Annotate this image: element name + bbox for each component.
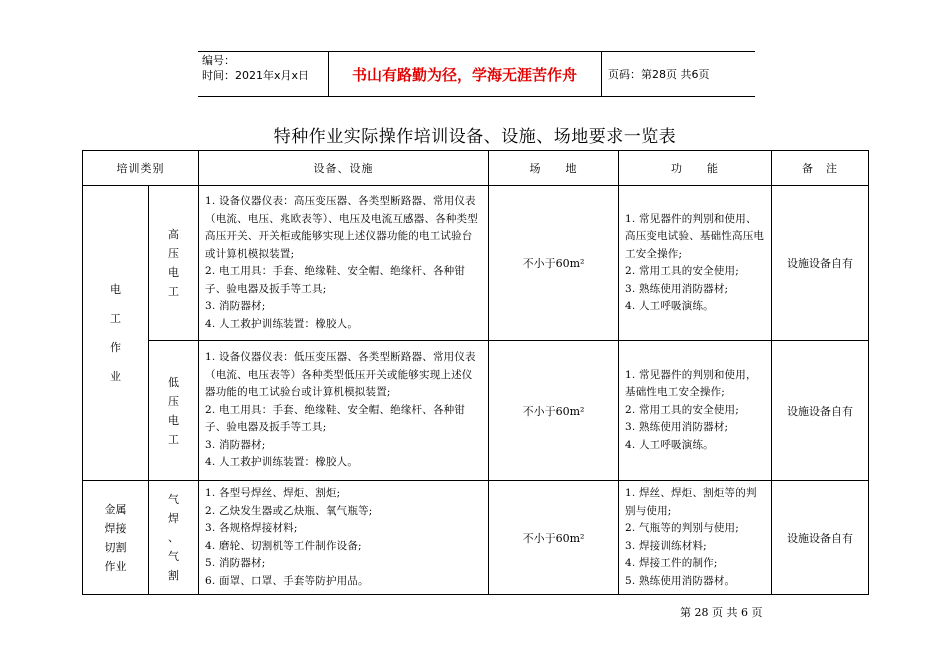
function-item: 4. 人工呼吸演练。 (625, 438, 714, 451)
equipment-cell (199, 481, 489, 595)
subcategory-text: 低 (168, 375, 179, 389)
requirements-table (82, 150, 869, 595)
site-cell: 不小于60m² (489, 186, 619, 341)
function-item: 3. 熟练使用消防器材; (625, 421, 729, 434)
equipment-item: 3. 消防器材; (205, 438, 266, 451)
category-text: 焊接 (104, 521, 127, 535)
subcategory-text: 气 (168, 493, 179, 506)
equipment-item: 1. 设备仪器仪表：高压变压器、各类型断路器、常用仪表（电流、电压、兆欧表等）、电压及电流互感器、各种类型高压开关、开关柜或能够实现上述仪器功能的电工试验台或计算机模拟装置; (205, 195, 478, 260)
function-item: 2. 常用工具的安全使用; (625, 403, 739, 416)
category-text: 业 (110, 370, 121, 383)
document-header (198, 51, 755, 97)
function-item: 3. 熟练使用消防器材; (625, 282, 729, 295)
category-cell (83, 481, 149, 595)
function-item: 2. 气瓶等的判别与使用; (625, 522, 739, 534)
subcategory-text: 、 (168, 531, 179, 544)
function-item: 1. 常见器件的判别和使用，基础性电工安全操作; (625, 368, 757, 399)
site-cell: 不小于60m² (489, 341, 619, 481)
equipment-cell (199, 186, 489, 341)
equipment-item: 3. 消防器材; (205, 300, 266, 312)
table-row (83, 341, 869, 481)
category-text: 作 (110, 341, 121, 354)
subcategory-text: 高 (168, 228, 179, 241)
note-cell: 设施设备自有 (772, 481, 869, 595)
note-cell: 设施设备自有 (772, 341, 869, 481)
category-text: 工 (110, 312, 121, 325)
number-label: 编号： (202, 54, 235, 67)
note-cell: 设施设备自有 (772, 186, 869, 341)
time-label: 时间：2021年x月x日 (202, 69, 310, 82)
equipment-item: 2. 乙炔发生器或乙炔瓶、氧气瓶等; (205, 504, 373, 517)
function-cell (619, 186, 772, 341)
header-equipment: 设备、设施 (199, 151, 489, 186)
subcategory-cell (149, 341, 199, 481)
function-cell (619, 481, 772, 595)
function-item: 3. 焊接训练材料; (625, 539, 707, 552)
subcategory-text: 工 (168, 432, 179, 446)
subcategory-text: 割 (168, 569, 179, 582)
equipment-item: 1. 设备仪器仪表：低压变压器、各类型断路器、常用仪表（电流、电压表等）各种类型低压开关或能够实现上述仪器功能的电工试验台或计算机模拟装置; (205, 351, 476, 399)
page-footer: 第 28 页 共 6 页 (680, 606, 763, 619)
category-text: 金属 (104, 502, 127, 516)
function-item: 4. 人工呼吸演练。 (625, 300, 714, 312)
header-note: 备 注 (772, 151, 869, 186)
category-text: 作业 (104, 559, 127, 573)
subcategory-text: 气 (168, 550, 179, 563)
equipment-item: 4. 人工救护训练装置：橡胶人。 (205, 317, 359, 330)
header-page-label: 页码：第28页 共6页 (608, 68, 710, 81)
equipment-item: 5. 消防器材; (205, 557, 266, 569)
category-text: 切割 (104, 540, 127, 554)
table-row (83, 481, 869, 595)
subcategory-text: 焊 (168, 512, 179, 525)
equipment-item: 1. 各型号焊丝、焊炬、割炬; (205, 487, 341, 499)
function-cell (619, 341, 772, 481)
header-slogan: 书山有路勤为径，学海无涯苦作舟 (351, 65, 577, 84)
table-body (83, 151, 869, 595)
equipment-item: 4. 磨轮、切割机等工件制作设备; (205, 539, 362, 552)
equipment-item: 2. 电工用具：手套、绝缘鞋、安全帽、绝缘杆、各种钳子、验电器及扳手等工具; (205, 265, 466, 295)
table-row (83, 186, 869, 341)
subcategory-text: 电 (168, 266, 179, 279)
equipment-cell (199, 341, 489, 481)
equipment-item: 4. 人工救护训练装置：橡胶人。 (205, 456, 359, 469)
page-title: 特种作业实际操作培训设备、设施、场地要求一览表 (273, 127, 677, 147)
function-item: 1. 常见器件的判别和使用、高压变电试验、基础性高压电工安全操作; (625, 212, 765, 260)
subcategory-text: 电 (168, 413, 179, 427)
category-cell (83, 186, 149, 481)
function-item: 4. 焊接工件的制作; (625, 557, 718, 569)
category-text: 电 (110, 283, 121, 296)
header-site: 场 地 (489, 151, 619, 186)
equipment-item: 3. 各规格焊接材料; (205, 522, 298, 534)
equipment-item: 2. 电工用具：手套、绝缘鞋、安全帽、绝缘杆、各种钳子、验电器及扳手等工具; (205, 403, 466, 434)
subcategory-cell (149, 481, 199, 595)
header-meta (198, 52, 328, 96)
equipment-item: 6. 面罩、口罩、手套等防护用品。 (205, 574, 369, 587)
header-function: 功 能 (619, 151, 772, 186)
function-item: 2. 常用工具的安全使用; (625, 265, 739, 277)
subcategory-text: 压 (168, 247, 179, 260)
subcategory-text: 压 (168, 394, 179, 408)
subcategory-cell (149, 186, 199, 341)
function-item: 5. 熟练使用消防器材。 (625, 574, 736, 587)
header-category: 培训类别 (83, 151, 199, 186)
site-cell: 不小于60m² (489, 481, 619, 595)
table-header-row (83, 151, 869, 186)
subcategory-text: 工 (168, 285, 179, 298)
function-item: 1. 焊丝、焊炬、割炬等的判别与使用; (625, 487, 757, 517)
